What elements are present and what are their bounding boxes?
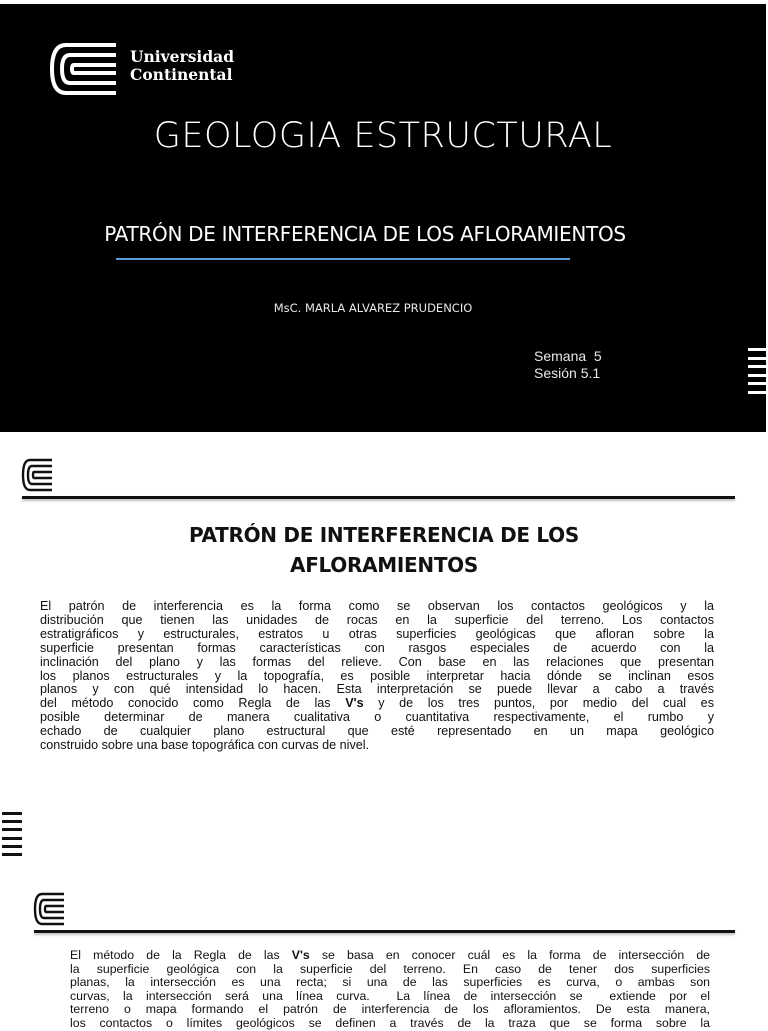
session-info (534, 348, 602, 382)
stripes-decoration-icon (2, 812, 22, 861)
paragraph-line: El patrón de interferencia es la forma como se observan los contactos geológicos y la (40, 599, 714, 613)
paragraph-line: distribución que tienen las unidades de rocas en la superficie del terreno. Los contactos (40, 612, 714, 627)
section-title-line2: AFLORAMIENTOS (290, 553, 478, 577)
paragraph-line: estratigráficos y estructurales, estratos u otras superficies geológicas que afloran sobre la (40, 626, 714, 641)
universidad-continental-logo-icon (21, 458, 53, 492)
session-label: Sesión 5.1 (534, 365, 601, 381)
universidad-continental-logo-icon (48, 42, 118, 96)
section-title (0, 520, 768, 580)
week-label: Semana 5 (534, 348, 602, 364)
paragraph-line: posible determinar de manera cualitativa o cuantitativa respectivamente, el rumbo y (40, 710, 714, 725)
paragraph-line: planas, la intersección es una recta; si una de las superficies es curva, o ambas son (70, 975, 710, 990)
method-paragraph (70, 949, 710, 1031)
title-slide (0, 4, 766, 432)
paragraph-line: inclinación del plano y las formas del relieve. Con base en las relaciones que presentan (40, 654, 714, 669)
header-rule (34, 930, 735, 933)
paragraph-line: la superficie geológica con la superficie del terreno. En caso de tener dos superficies (70, 961, 710, 976)
paragraph-line: los planos estructurales y la topografía, es posible interpretar hacia dónde se inclinan esos (40, 668, 714, 683)
paragraph-line: echado de cualquier plano estructural que esté representado en un mapa geológico (40, 724, 714, 739)
paragraph-line: El método de la Regla de las V's se basa en conocer cuál es la forma de intersección de (70, 948, 710, 962)
author-name: MsC. MARLA ALVAREZ PRUDENCIO (273, 301, 473, 315)
university-name-line2: Continental (130, 65, 233, 84)
header-rule (22, 496, 735, 499)
universidad-continental-logo-icon (33, 892, 65, 926)
accent-divider (116, 258, 570, 260)
paragraph-line: construido sobre una base topográfica con curvas de nivel. (40, 738, 370, 753)
vs-rule-emphasis: V's (345, 696, 364, 711)
paragraph-line: del método conocido como Regla de las V's y de los tres puntos, por medio del cual es (40, 696, 714, 711)
paragraph-line: los contactos o límites geológicos se definen a través de la traza que se forma sobre la (70, 1015, 710, 1030)
paragraph-line: superficie presentan formas características con rasgos especiales de acuerdo con la (40, 640, 714, 655)
intro-paragraph (40, 600, 714, 753)
university-name (130, 48, 234, 84)
section-title-line1: PATRÓN DE INTERFERENCIA DE LOS (189, 523, 579, 547)
university-name-line1: Universidad (130, 47, 235, 66)
paragraph-line: planos y con qué intensidad lo hacen. Esta interpretación se puede llevar a cabo a través (40, 682, 714, 697)
course-title: GEOLOGIA ESTRUCTURAL (153, 116, 613, 156)
stripes-decoration-icon (748, 348, 766, 399)
paragraph-line: terreno o mapa formando el patrón de interferencia de los afloramientos. De esta manera, (70, 1002, 710, 1017)
paragraph-line: curvas, la intersección será una línea curva. La línea de intersección se extiende por el (70, 988, 710, 1003)
vs-rule-emphasis: V's (291, 948, 310, 962)
topic-subtitle: PATRÓN DE INTERFERENCIA DE LOS AFLORAMIENTOS (104, 222, 626, 246)
